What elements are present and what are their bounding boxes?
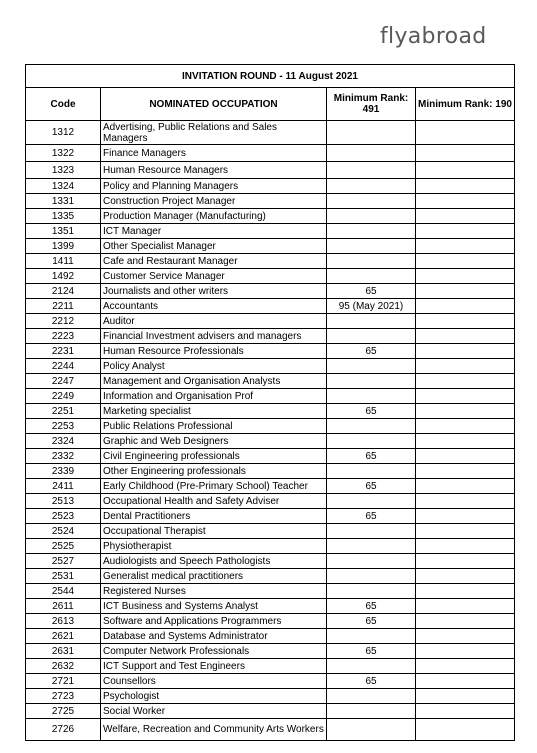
occupation-name: Counsellors — [101, 674, 327, 689]
min-rank-491: 65 — [327, 674, 416, 689]
table-row — [26, 494, 515, 509]
min-rank-190 — [416, 614, 515, 629]
occupation-code: 2212 — [26, 314, 101, 329]
min-rank-190 — [416, 689, 515, 704]
table-body — [26, 121, 515, 741]
table-row — [26, 404, 515, 419]
min-rank-190 — [416, 224, 515, 239]
occupation-code: 2525 — [26, 539, 101, 554]
occupation-name: Early Childhood (Pre-Primary School) Teacher — [101, 479, 327, 494]
min-rank-491 — [327, 704, 416, 719]
occupation-name: Psychologist — [101, 689, 327, 704]
header-occupation: NOMINATED OCCUPATION — [101, 88, 327, 121]
table-row — [26, 419, 515, 434]
table-row — [26, 179, 515, 194]
table-row — [26, 644, 515, 659]
occupation-name: Registered Nurses — [101, 584, 327, 599]
min-rank-491 — [327, 554, 416, 569]
occupation-name: Customer Service Manager — [101, 269, 327, 284]
table-title: INVITATION ROUND - 11 August 2021 — [26, 65, 515, 88]
table-row — [26, 449, 515, 464]
occupation-code: 2524 — [26, 524, 101, 539]
min-rank-491: 65 — [327, 479, 416, 494]
min-rank-491 — [327, 194, 416, 209]
table-row — [26, 434, 515, 449]
table-row — [26, 329, 515, 344]
min-rank-491 — [327, 254, 416, 269]
occupation-code: 2411 — [26, 479, 101, 494]
occupation-code: 2726 — [26, 719, 101, 741]
min-rank-190 — [416, 194, 515, 209]
occupation-code: 2249 — [26, 389, 101, 404]
min-rank-190 — [416, 539, 515, 554]
min-rank-190 — [416, 329, 515, 344]
occupation-code: 2231 — [26, 344, 101, 359]
min-rank-491 — [327, 434, 416, 449]
table-row — [26, 704, 515, 719]
occupation-name: Production Manager (Manufacturing) — [101, 209, 327, 224]
min-rank-190 — [416, 449, 515, 464]
occupation-code: 2523 — [26, 509, 101, 524]
min-rank-491: 65 — [327, 509, 416, 524]
occupation-code: 2721 — [26, 674, 101, 689]
min-rank-190 — [416, 464, 515, 479]
table-row — [26, 374, 515, 389]
min-rank-190 — [416, 299, 515, 314]
min-rank-190 — [416, 554, 515, 569]
occupation-code: 2527 — [26, 554, 101, 569]
occupation-code: 2531 — [26, 569, 101, 584]
occupation-code: 2253 — [26, 419, 101, 434]
min-rank-491: 65 — [327, 344, 416, 359]
occupation-code: 1335 — [26, 209, 101, 224]
min-rank-491 — [327, 314, 416, 329]
min-rank-190 — [416, 374, 515, 389]
table-row — [26, 509, 515, 524]
occupation-name: Auditor — [101, 314, 327, 329]
min-rank-190 — [416, 419, 515, 434]
occupation-code: 2211 — [26, 299, 101, 314]
min-rank-491 — [327, 659, 416, 674]
min-rank-190 — [416, 494, 515, 509]
header-code: Code — [26, 88, 101, 121]
min-rank-491: 65 — [327, 404, 416, 419]
occupation-code: 2244 — [26, 359, 101, 374]
header-rank-190: Minimum Rank: 190 — [416, 88, 515, 121]
occupation-code: 2513 — [26, 494, 101, 509]
min-rank-491 — [327, 239, 416, 254]
occupation-code: 1492 — [26, 269, 101, 284]
occupation-code: 2223 — [26, 329, 101, 344]
min-rank-190 — [416, 674, 515, 689]
table-row — [26, 344, 515, 359]
occupation-code: 2324 — [26, 434, 101, 449]
min-rank-491 — [327, 419, 416, 434]
min-rank-190 — [416, 209, 515, 224]
occupation-name: Computer Network Professionals — [101, 644, 327, 659]
occupation-code: 2247 — [26, 374, 101, 389]
occupation-name: Civil Engineering professionals — [101, 449, 327, 464]
table-header-row — [26, 88, 515, 121]
table-row — [26, 389, 515, 404]
occupation-name: Human Resource Managers — [101, 162, 327, 179]
min-rank-190 — [416, 284, 515, 299]
min-rank-190 — [416, 659, 515, 674]
min-rank-491 — [327, 719, 416, 741]
occupation-name: Social Worker — [101, 704, 327, 719]
min-rank-190 — [416, 569, 515, 584]
table-row — [26, 359, 515, 374]
occupation-code: 2725 — [26, 704, 101, 719]
min-rank-190 — [416, 524, 515, 539]
occupation-code: 2632 — [26, 659, 101, 674]
occupation-code: 2339 — [26, 464, 101, 479]
occupation-name: Welfare, Recreation and Community Arts Workers — [101, 719, 327, 741]
table-row — [26, 145, 515, 162]
min-rank-190 — [416, 162, 515, 179]
min-rank-190 — [416, 644, 515, 659]
occupation-code: 2613 — [26, 614, 101, 629]
occupation-code: 1399 — [26, 239, 101, 254]
min-rank-491 — [327, 464, 416, 479]
occupation-name: Public Relations Professional — [101, 419, 327, 434]
occupation-name: ICT Support and Test Engineers — [101, 659, 327, 674]
table-row — [26, 209, 515, 224]
table-row — [26, 599, 515, 614]
table-row — [26, 674, 515, 689]
min-rank-190 — [416, 254, 515, 269]
table-title-row — [26, 65, 515, 88]
occupation-name: Management and Organisation Analysts — [101, 374, 327, 389]
min-rank-491 — [327, 359, 416, 374]
min-rank-491 — [327, 269, 416, 284]
occupation-name: Dental Practitioners — [101, 509, 327, 524]
occupation-name: Journalists and other writers — [101, 284, 327, 299]
min-rank-190 — [416, 434, 515, 449]
table-row — [26, 614, 515, 629]
occupation-code: 1411 — [26, 254, 101, 269]
table-row — [26, 299, 515, 314]
table-row — [26, 314, 515, 329]
occupation-code: 1312 — [26, 121, 101, 145]
occupation-name: Software and Applications Programmers — [101, 614, 327, 629]
table-row — [26, 689, 515, 704]
min-rank-491 — [327, 629, 416, 644]
min-rank-491: 65 — [327, 449, 416, 464]
min-rank-190 — [416, 389, 515, 404]
occupation-name: Construction Project Manager — [101, 194, 327, 209]
min-rank-190 — [416, 404, 515, 419]
min-rank-491 — [327, 584, 416, 599]
min-rank-491: 65 — [327, 599, 416, 614]
table-row — [26, 464, 515, 479]
occupation-code: 2631 — [26, 644, 101, 659]
occupation-code: 2723 — [26, 689, 101, 704]
min-rank-190 — [416, 314, 515, 329]
occupation-name: Database and Systems Administrator — [101, 629, 327, 644]
min-rank-190 — [416, 584, 515, 599]
min-rank-491 — [327, 145, 416, 162]
occupation-name: Marketing specialist — [101, 404, 327, 419]
table-row — [26, 284, 515, 299]
occupation-code: 2611 — [26, 599, 101, 614]
occupation-code: 1324 — [26, 179, 101, 194]
min-rank-491: 95 (May 2021) — [327, 299, 416, 314]
occupation-name: Policy and Planning Managers — [101, 179, 327, 194]
min-rank-190 — [416, 359, 515, 374]
min-rank-491 — [327, 374, 416, 389]
table-row — [26, 524, 515, 539]
table-row — [26, 479, 515, 494]
occupation-code: 2251 — [26, 404, 101, 419]
min-rank-190 — [416, 704, 515, 719]
min-rank-491 — [327, 689, 416, 704]
occupation-name: Graphic and Web Designers — [101, 434, 327, 449]
min-rank-491 — [327, 209, 416, 224]
occupation-code: 1331 — [26, 194, 101, 209]
occupation-name: Information and Organisation Prof — [101, 389, 327, 404]
min-rank-491: 65 — [327, 614, 416, 629]
min-rank-491 — [327, 494, 416, 509]
occupation-code: 2332 — [26, 449, 101, 464]
occupation-name: Generalist medical practitioners — [101, 569, 327, 584]
table-row — [26, 719, 515, 741]
min-rank-190 — [416, 121, 515, 145]
min-rank-491 — [327, 121, 416, 145]
occupation-code: 1351 — [26, 224, 101, 239]
table-row — [26, 239, 515, 254]
occupation-name: Finance Managers — [101, 145, 327, 162]
min-rank-491 — [327, 389, 416, 404]
min-rank-190 — [416, 479, 515, 494]
min-rank-190 — [416, 269, 515, 284]
occupation-name: Financial Investment advisers and managers — [101, 329, 327, 344]
table-row — [26, 569, 515, 584]
occupation-name: ICT Business and Systems Analyst — [101, 599, 327, 614]
invitation-table — [25, 64, 515, 741]
table-row — [26, 269, 515, 284]
min-rank-190 — [416, 145, 515, 162]
min-rank-491 — [327, 329, 416, 344]
table-row — [26, 121, 515, 145]
min-rank-491 — [327, 162, 416, 179]
occupation-name: Other Specialist Manager — [101, 239, 327, 254]
table-row — [26, 224, 515, 239]
min-rank-190 — [416, 179, 515, 194]
min-rank-491 — [327, 539, 416, 554]
occupation-code: 1322 — [26, 145, 101, 162]
table-row — [26, 659, 515, 674]
occupation-name: Policy Analyst — [101, 359, 327, 374]
min-rank-190 — [416, 509, 515, 524]
min-rank-491: 65 — [327, 284, 416, 299]
occupation-name: Occupational Therapist — [101, 524, 327, 539]
min-rank-491 — [327, 224, 416, 239]
occupation-code: 1323 — [26, 162, 101, 179]
min-rank-190 — [416, 239, 515, 254]
min-rank-190 — [416, 344, 515, 359]
occupation-code: 2124 — [26, 284, 101, 299]
min-rank-190 — [416, 719, 515, 741]
table-row — [26, 554, 515, 569]
table-row — [26, 254, 515, 269]
occupation-name: Accountants — [101, 299, 327, 314]
occupation-code: 2544 — [26, 584, 101, 599]
header-rank-491: Minimum Rank: 491 — [327, 88, 416, 121]
min-rank-491 — [327, 569, 416, 584]
min-rank-491: 65 — [327, 644, 416, 659]
occupation-code: 2621 — [26, 629, 101, 644]
occupation-name: Other Engineering professionals — [101, 464, 327, 479]
table-row — [26, 162, 515, 179]
min-rank-190 — [416, 599, 515, 614]
occupation-name: Physiotherapist — [101, 539, 327, 554]
min-rank-491 — [327, 524, 416, 539]
min-rank-491 — [327, 179, 416, 194]
occupation-name: Human Resource Professionals — [101, 344, 327, 359]
table-row — [26, 629, 515, 644]
occupation-name: Advertising, Public Relations and Sales Managers — [101, 121, 327, 145]
occupation-name: Audiologists and Speech Pathologists — [101, 554, 327, 569]
table-row — [26, 539, 515, 554]
min-rank-190 — [416, 629, 515, 644]
brand-watermark: flyabroad — [380, 24, 487, 49]
table-row — [26, 194, 515, 209]
occupation-name: Cafe and Restaurant Manager — [101, 254, 327, 269]
occupation-name: Occupational Health and Safety Adviser — [101, 494, 327, 509]
occupation-name: ICT Manager — [101, 224, 327, 239]
table-row — [26, 584, 515, 599]
